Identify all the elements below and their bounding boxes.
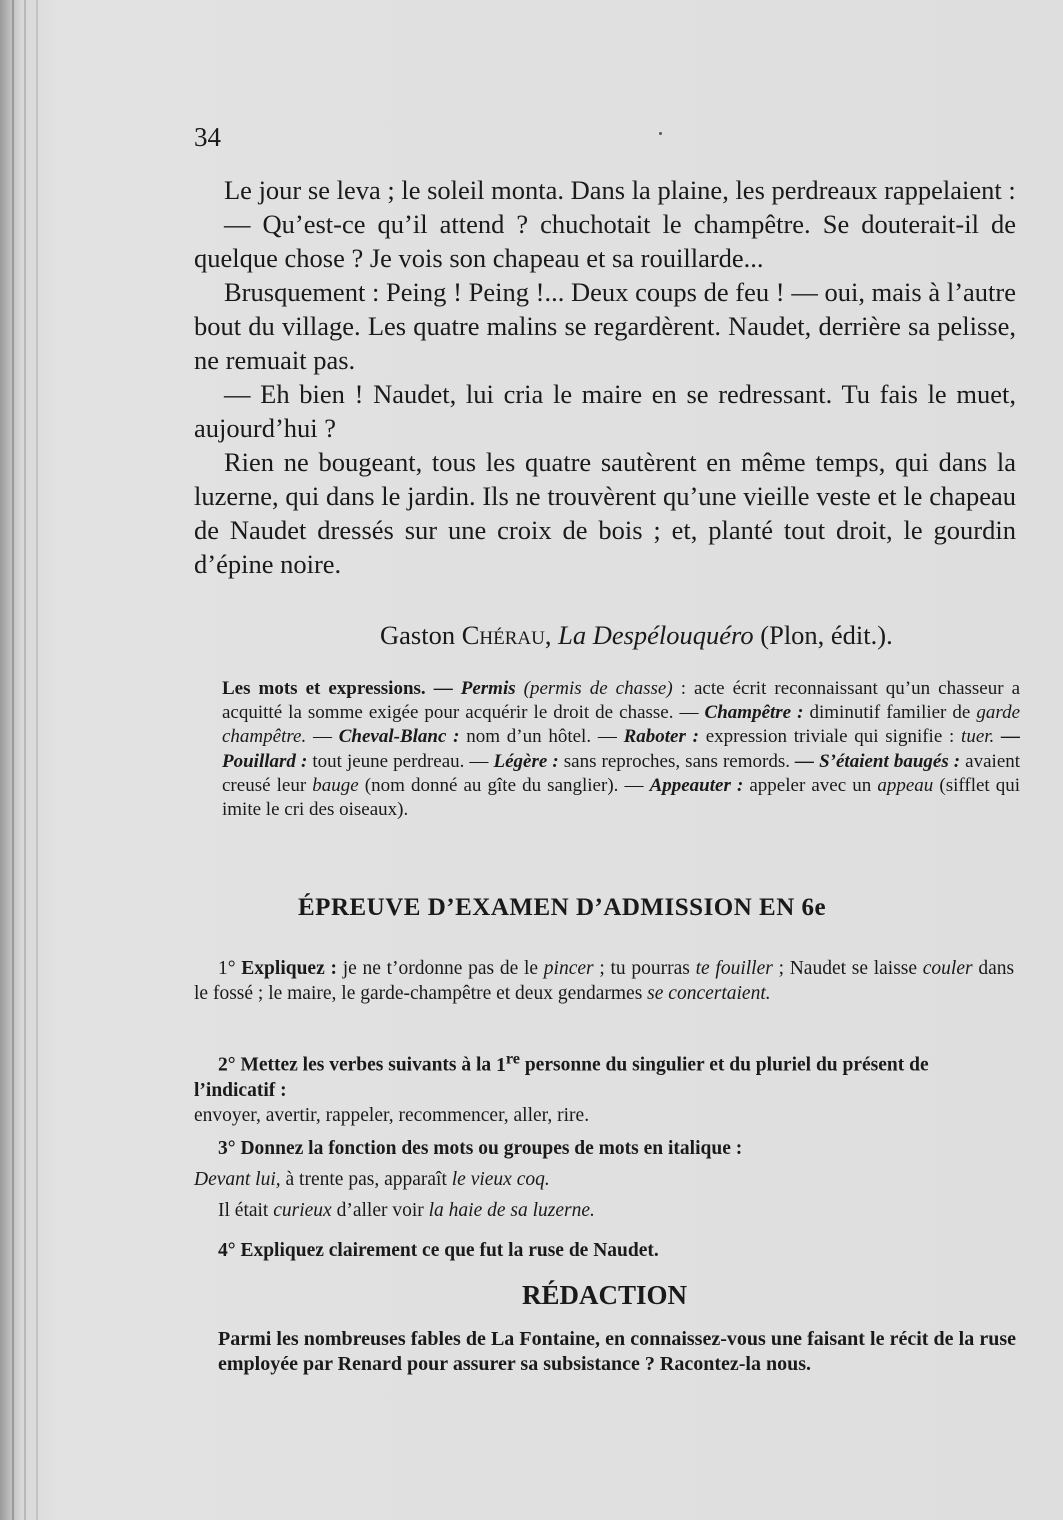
question-number: 3° bbox=[218, 1138, 236, 1159]
vocab-term: Appeauter : bbox=[649, 774, 744, 796]
question-text: d’aller voir bbox=[336, 1200, 424, 1221]
italic-word: te fouiller bbox=[695, 958, 773, 979]
vocab-term: — Pouillard : bbox=[222, 726, 1021, 772]
question-3 bbox=[194, 1136, 1014, 1223]
question-label: Expliquez : bbox=[241, 958, 337, 979]
ink-speck bbox=[659, 132, 662, 135]
question-text: Il était bbox=[218, 1200, 269, 1221]
vocab-tail: (nom donné au gîte du sanglier). — bbox=[364, 774, 644, 796]
book-edge bbox=[12, 0, 14, 1520]
question-number: 4° bbox=[218, 1240, 236, 1261]
author-first-name: Gaston bbox=[380, 620, 456, 650]
italic-word: le vieux coq. bbox=[451, 1169, 550, 1190]
question-2 bbox=[194, 1046, 1014, 1128]
vocab-def: sans reproches, sans remords. bbox=[563, 750, 790, 772]
excerpt-body bbox=[194, 173, 1016, 581]
paragraph: — Qu’est-ce qu’il attend ? chuchotait le champêtre. Se douterait-il de quelque chose ? Je vois son chapeau et sa rouillarde... bbox=[194, 209, 1016, 273]
question-text: à trente pas, apparaît bbox=[285, 1169, 447, 1190]
paragraph: — Eh bien ! Naudet, lui cria le maire en se redressant. Tu fais le muet, aujourd’hui ? bbox=[194, 379, 1016, 443]
book-edge bbox=[24, 0, 26, 1520]
question-number: 1° bbox=[218, 958, 236, 979]
vocab-def-italic: bauge bbox=[312, 774, 359, 796]
question-text: ; tu pourras bbox=[599, 958, 690, 979]
italic-word: la haie de sa luzerne. bbox=[428, 1200, 595, 1221]
italic-word: curieux bbox=[273, 1200, 332, 1221]
page-number: 34 bbox=[194, 122, 221, 152]
italic-word: se concertaient. bbox=[647, 983, 771, 1004]
vocab-term: Champêtre : bbox=[704, 702, 804, 724]
vocab-tail: (sifflet qui imite le cri des oiseaux). bbox=[222, 774, 1021, 821]
paragraph: Rien ne bougeant, tous les quatre sautèrent en même temps, qui dans la luzerne, qui dans le jardin. Ils ne trouvèrent qu’une vieille veste et le chapeau de Naudet dressés sur une croix de bois ; et, planté tout droit, le gourdin d’épine noire. bbox=[194, 447, 1016, 579]
vocab-term: — S’étaient baugés : bbox=[795, 750, 961, 772]
question-label: Donnez la fonction des mots ou groupes de mots en italique : bbox=[240, 1138, 743, 1159]
vocab-def-italic: appeau bbox=[877, 774, 934, 796]
vocab-def-italic: garde champêtre. bbox=[222, 702, 1021, 748]
paragraph: Le jour se leva ; le soleil monta. Dans la plaine, les perdreaux rappelaient : bbox=[224, 175, 1016, 205]
ordinal-suffix: re bbox=[505, 1049, 520, 1067]
attribution: Gaston Chérau, La Despélouquéro (Plon, édit.). bbox=[380, 620, 893, 650]
vocab-note: (permis de chasse) bbox=[523, 678, 673, 699]
italic-word: Devant lui, bbox=[194, 1169, 281, 1190]
vocab-term: Permis bbox=[460, 678, 516, 699]
question-text: ; Naudet se laisse bbox=[778, 958, 918, 979]
vocab-def: avaient creusé leur bbox=[222, 750, 1021, 796]
redaction-heading: RÉDACTION bbox=[522, 1280, 688, 1310]
vocab-term: Raboter : bbox=[623, 726, 699, 748]
verb-list: envoyer, avertir, rappeler, recommencer, aller, rire. bbox=[194, 1104, 590, 1126]
question-4 bbox=[194, 1238, 1014, 1263]
question-1 bbox=[194, 956, 1014, 1006]
question-text: je ne t’ordonne pas de le bbox=[342, 958, 539, 979]
question-text: dans le fossé ; le maire, le garde-champêtre et deux gendarmes bbox=[194, 958, 1015, 1004]
ordinal: 1 bbox=[496, 1054, 506, 1076]
vocab-def: appeler avec un bbox=[749, 774, 872, 796]
redaction-prompt: Parmi les nombreuses fables de La Fontaine, en connaissez-vous une faisant le récit de la ruse employée par Renard pour assurer sa subsistance ? Racontez-la nous. bbox=[218, 1328, 1016, 1375]
vocab-heading: Les mots et expressions. — bbox=[222, 678, 453, 699]
publisher: (Plon, édit.). bbox=[760, 620, 893, 650]
question-label: Expliquez clairement ce que fut la ruse de Naudet. bbox=[240, 1240, 659, 1261]
author-last-name: Chérau bbox=[461, 620, 545, 650]
question-number: 2° bbox=[218, 1054, 236, 1076]
vocab-def: : acte écrit reconnaissant qu’un chasseur a acquitté la somme exigée pour acquérir le droit de chasse. — bbox=[222, 678, 1021, 724]
vocab-def: expression triviale qui signifie : bbox=[705, 726, 955, 748]
italic-word: couler bbox=[922, 958, 973, 979]
vocabulary-notes bbox=[222, 677, 1020, 822]
vocab-def: nom d’un hôtel. — bbox=[466, 726, 617, 748]
vocab-term: Légère : bbox=[493, 750, 559, 772]
vocab-tail: — bbox=[313, 726, 332, 748]
question-label: personne du singulier et du pluriel du présent de l’indicatif : bbox=[194, 1054, 929, 1101]
question-label: Mettez les verbes suivants à la bbox=[240, 1054, 492, 1076]
vocab-def: diminutif familier de bbox=[809, 702, 971, 724]
vocab-def: tout jeune perdreau. — bbox=[312, 750, 489, 772]
exam-heading: ÉPREUVE D’EXAMEN D’ADMISSION EN 6e bbox=[298, 894, 827, 921]
italic-word: pincer bbox=[543, 958, 594, 979]
paragraph: Brusquement : Peing ! Peing !... Deux coups de feu ! — oui, mais à l’autre bout du village. Les quatre malins se regardèrent. Naudet, derrière sa pelisse, ne remuait pas. bbox=[194, 277, 1016, 375]
work-title: La Despélouquéro bbox=[558, 620, 754, 650]
vocab-def-italic: tuer. bbox=[961, 726, 995, 748]
vocab-term: Cheval-Blanc : bbox=[338, 726, 460, 748]
book-edge bbox=[36, 0, 38, 1520]
